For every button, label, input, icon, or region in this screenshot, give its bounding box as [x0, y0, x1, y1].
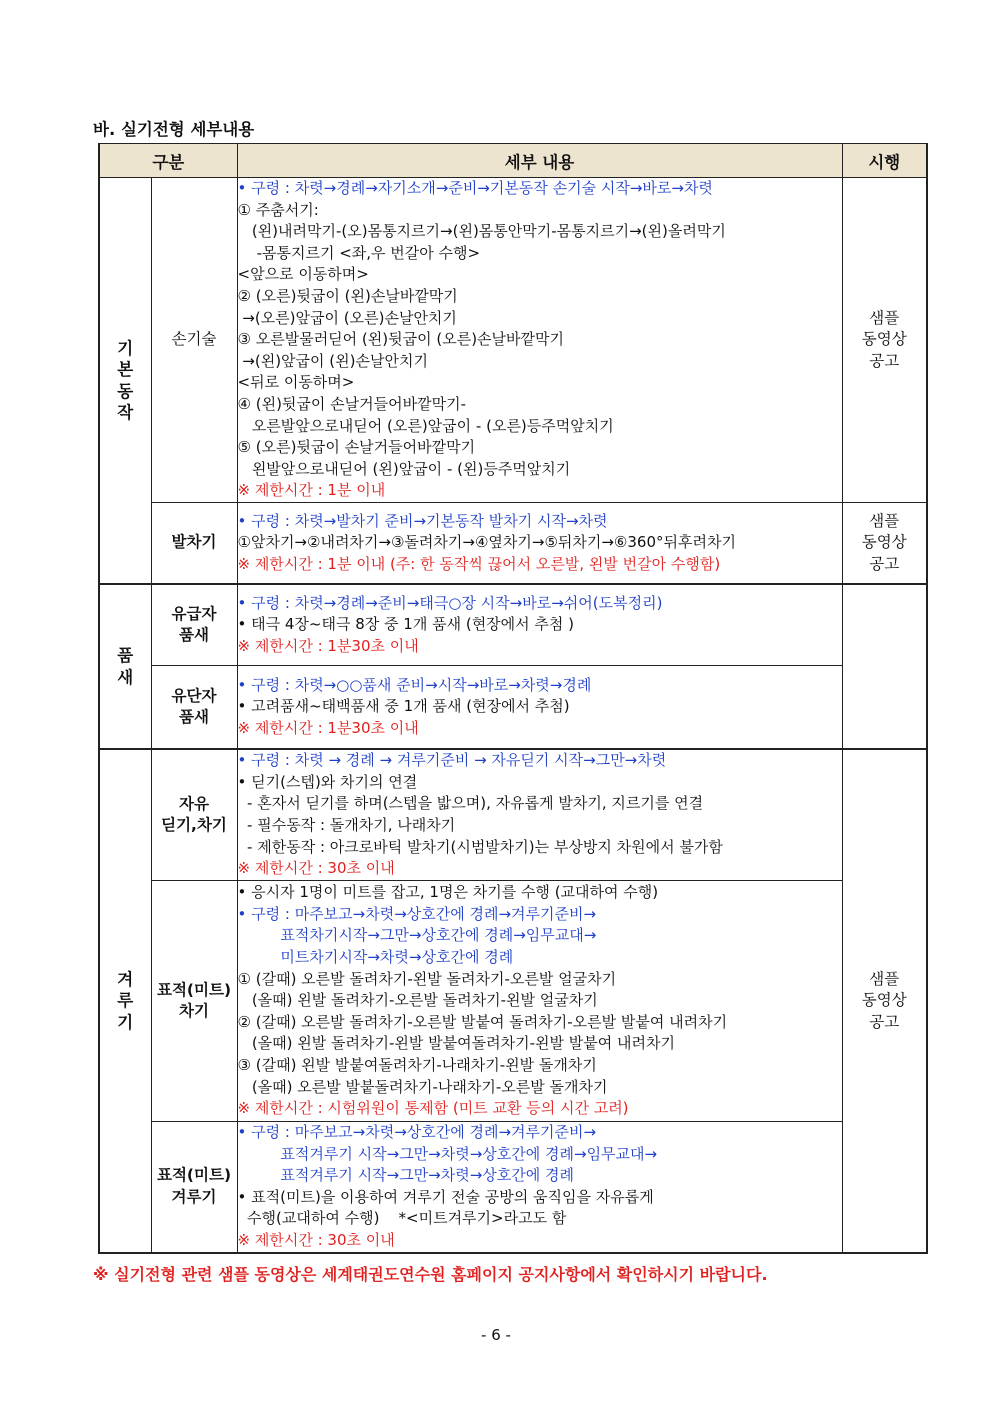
table-row: [99, 503, 927, 585]
details-hand-techniques: [237, 178, 842, 503]
detail-line: • 고려품새~태백품새 중 1개 품새 (현장에서 추첨): [237, 697, 570, 716]
detail-line: ② (오른)뒷굽이 (왼)손날바깥막기: [237, 287, 458, 306]
detail-line: • 태극 4장~태극 8장 중 1개 품새 (현장에서 추첨 ): [237, 615, 575, 634]
detail-line: • 구령 : 마주보고→차렷→상호간에 경례→겨루기준비→: [237, 1123, 597, 1141]
detail-line: • 구령 : 차렷→발차기 준비→기본동작 발차기 시작→차렷: [237, 511, 608, 530]
detail-line: 수행(교대하여 수행) *<미트겨루기>라고도 함: [237, 1209, 567, 1228]
detail-line: 미트차기시작→차렷→상호간에 경례: [237, 948, 514, 967]
table-header-row: [99, 144, 927, 178]
detail-line: ③ 오른발물러딛어 (왼)뒷굽이 (오른)손날바깥막기: [237, 330, 564, 349]
detail-line: 왼발앞으로내딛어 (왼)앞굽이 - (왼)등주먹앞치기: [237, 459, 571, 478]
detail-line: ※ 제한시간 : 1분30초 이내: [237, 718, 419, 737]
detail-line: 표적차기시작→그만→상호간에 경례→임무교대→: [237, 926, 597, 945]
subcategory-free-step-kick: 자유 딛기,차기: [151, 749, 237, 881]
detail-line: ① 주춤서기:: [237, 200, 319, 219]
header-category: 구분: [99, 144, 237, 178]
table-row: [99, 749, 927, 881]
category-basic-moves: 기 본 동 작: [99, 178, 151, 585]
category-poomsae: 품 새: [99, 584, 151, 749]
footnote-notice: ※ 실기전형 관련 샘플 동영상은 세계태권도연수원 홈페이지 공지사항에서 확인하시기 바랍니다.: [93, 1265, 768, 1284]
detail-line: ※ 제한시간 : 30초 이내: [237, 1230, 395, 1249]
detail-line: - 혼자서 딛기를 하며(스텝을 밟으며), 자유롭게 발차기, 지르기를 연결: [237, 794, 704, 813]
exam-poomsae: [842, 584, 927, 749]
detail-line: <뒤로 이동하며>: [237, 373, 355, 392]
details-free-step-kick: [237, 749, 842, 881]
exam-hand-techniques: 샘플 동영상 공고: [842, 178, 927, 503]
subcategory-target-kick: 표적(미트) 차기: [151, 881, 237, 1122]
subcategory-target-sparring: 표적(미트) 겨루기: [151, 1122, 237, 1253]
subcategory-gup-poomsae: 유급자 품새: [151, 584, 237, 666]
detail-line: →(왼)앞굽이 (왼)손날안치기: [237, 351, 428, 370]
detail-line: →(오른)앞굽이 (오른)손날안치기: [237, 308, 457, 327]
detail-line: • 구령 : 차렷→경례→준비→태극○장 시작→바로→쉬어(도복정리): [237, 593, 663, 612]
practical-exam-table: [98, 143, 928, 1254]
table-row: [99, 666, 927, 750]
detail-line: (올때) 왼발 돌려차기-왼발 발붙여돌려차기-왼발 발붙여 내려차기: [237, 1034, 675, 1053]
detail-line: • 구령 : 차렷→경례→자기소개→준비→기본동작 손기술 시작→바로→차렷: [237, 179, 713, 198]
detail-line: ※ 제한시간 : 30초 이내: [237, 859, 395, 878]
detail-line: ② (갈때) 오른발 돌려차기-오른발 발붙여 돌려차기-오른발 발붙여 내려차기: [237, 1012, 728, 1031]
detail-line: ①앞차기→②내려차기→③돌려차기→④옆차기→⑤뒤차기→⑥360°뒤후려차기: [237, 533, 736, 552]
detail-line: ※ 제한시간 : 1분30초 이내: [237, 636, 419, 655]
section-title: 바. 실기전형 세부내용: [93, 120, 255, 139]
detail-line: 오른발앞으로내딛어 (오른)앞굽이 - (오른)등주먹앞치기: [237, 416, 614, 435]
details-target-sparring: [237, 1122, 842, 1253]
detail-line: • 구령 : 마주보고→차렷→상호간에 경례→겨루기준비→: [237, 904, 597, 923]
header-exam: 시행: [842, 144, 927, 178]
detail-line: • 딛기(스텝)와 차기의 연결: [237, 772, 418, 791]
category-sparring: 겨 루 기: [99, 749, 151, 1253]
detail-line: • 표적(미트)을 이용하여 겨루기 전술 공방의 움직임을 자유롭게: [237, 1187, 654, 1206]
detail-line: ③ (갈때) 왼발 발붙여돌려차기-나래차기-왼발 돌개차기: [237, 1055, 597, 1074]
detail-line: ⑤ (오른)뒷굽이 손날거들어바깥막기: [237, 438, 476, 457]
detail-line: (올때) 왼발 돌려차기-오른발 돌려차기-왼발 얼굴차기: [237, 991, 598, 1010]
detail-line: ※ 제한시간 : 1분 이내: [237, 481, 386, 500]
header-details: 세부 내용: [237, 144, 842, 178]
subcategory-kicks: 발차기: [151, 503, 237, 585]
subcategory-dan-poomsae: 유단자 품새: [151, 666, 237, 750]
detail-line: ※ 제한시간 : 1분 이내 (주: 한 동작씩 끊어서 오른발, 왼발 번갈아 수행함): [237, 554, 721, 573]
detail-line: (왼)내려막기-(오)몸통지르기→(왼)몸통안막기-몸통지르기→(왼)올려막기: [237, 222, 726, 241]
table-row: [99, 584, 927, 666]
detail-line: <앞으로 이동하며>: [237, 265, 369, 284]
detail-line: • 구령 : 차렷→○○품새 준비→시작→바로→차렷→경례: [237, 675, 592, 694]
page-number: - 6 -: [481, 1326, 511, 1344]
detail-line: • 구령 : 차렷 → 경례 → 겨루기준비 → 자유딛기 시작→그만→차렷: [237, 751, 667, 770]
table-row: [99, 178, 927, 503]
detail-line: - 제한동작 : 아크로바틱 발차기(시범발차기)는 부상방지 차원에서 불가함: [237, 837, 723, 856]
subcategory-hand-techniques: 손기술: [151, 178, 237, 503]
details-dan-poomsae: [237, 666, 842, 750]
detail-line: ① (갈때) 오른발 돌려차기-왼발 돌려차기-오른발 얼굴차기: [237, 969, 617, 988]
details-target-kick: [237, 881, 842, 1122]
detail-line: 표적겨루기 시작→그만→차렷→상호간에 경례: [237, 1166, 575, 1185]
detail-line: (올때) 오른발 발붙돌려차기-나래차기-오른발 돌개차기: [237, 1077, 608, 1096]
detail-line: ④ (왼)뒷굽이 손날거들어바깥막기-: [237, 394, 466, 413]
detail-line: ※ 제한시간 : 시험위원이 통제함 (미트 교환 등의 시간 고려): [237, 1099, 629, 1118]
details-kicks: [237, 503, 842, 585]
detail-line: 표적겨루기 시작→그만→차렷→상호간에 경례→임무교대→: [237, 1144, 658, 1163]
details-gup-poomsae: [237, 584, 842, 666]
exam-sparring: 샘플 동영상 공고: [842, 749, 927, 1253]
detail-line: - 필수동작 : 돌개차기, 나래차기: [237, 816, 456, 834]
exam-kicks: 샘플 동영상 공고: [842, 503, 927, 585]
detail-line: -몸통지르기 <좌,우 번갈아 수행>: [237, 243, 481, 262]
table-row: [99, 1122, 927, 1253]
table-row: [99, 881, 927, 1122]
detail-line: • 응시자 1명이 미트를 잡고, 1명은 차기를 수행 (교대하여 수행): [237, 883, 659, 902]
